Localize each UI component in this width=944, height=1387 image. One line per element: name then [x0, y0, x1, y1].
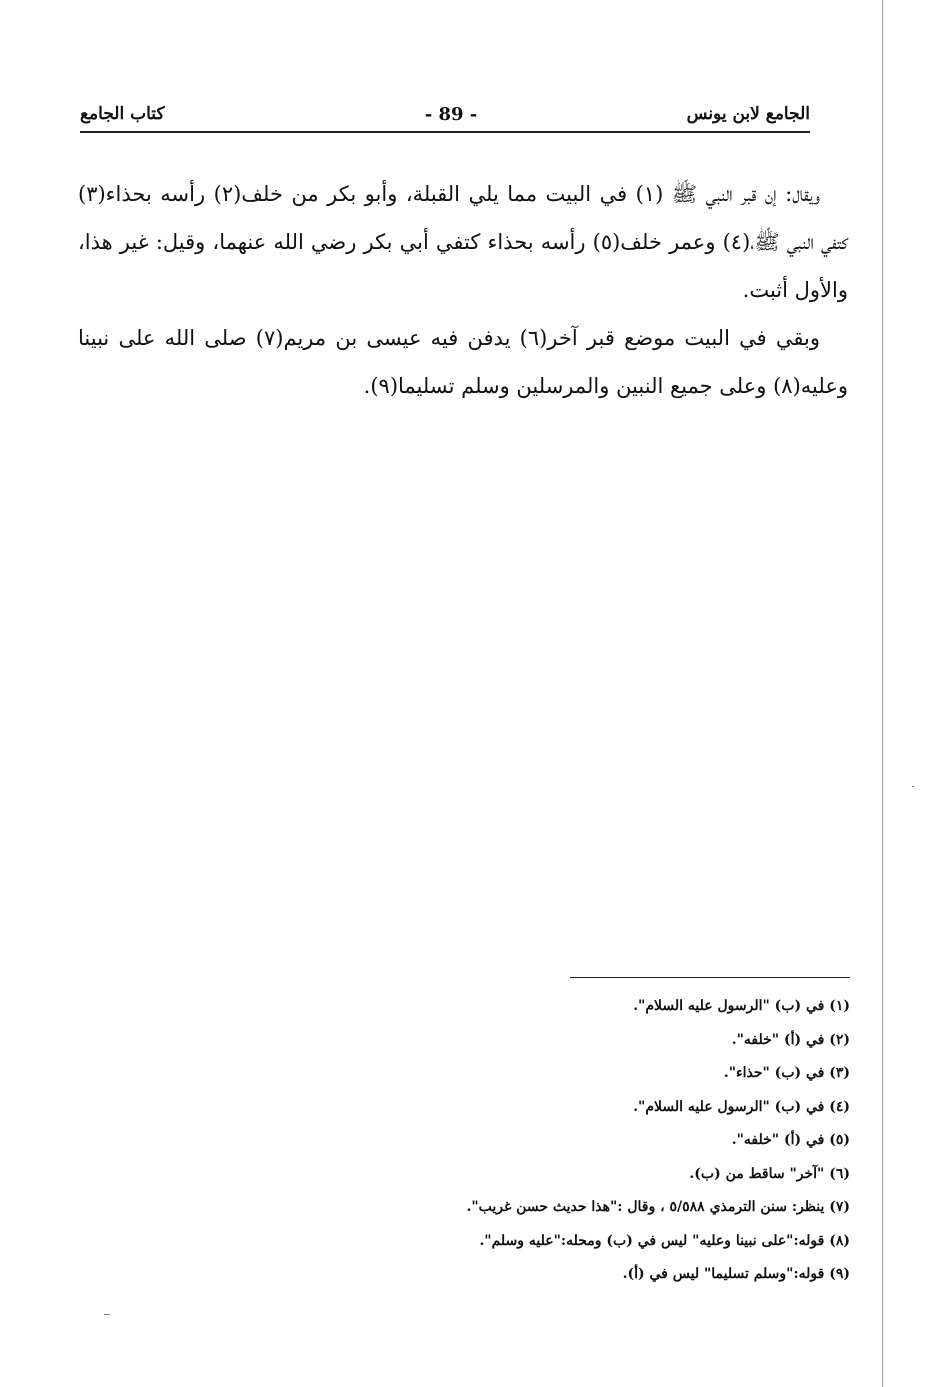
footnote-separator [570, 977, 850, 978]
footnote-item: (١) في (ب) "الرسول عليه السلام". [633, 998, 850, 1014]
running-header [80, 104, 810, 128]
paragraph: وبقي في البيت موضع قبر آخر(٦) يدفن فيه عيسى بن مريم(٧) صلى الله على نبينا وعليه(٨) وعلى جميع النبين والمرسلين وسلم تسليما(٩). [78, 326, 848, 398]
footnote-item: (٧) ينظر: سنن الترمذي ٥/٥٨٨ ، وقال :"هذا حديث حسن غريب". [466, 1199, 850, 1215]
header-chapter-title: كتاب الجامع [80, 104, 165, 124]
footnote-item: (٣) في (ب) "حذاء". [723, 1065, 850, 1081]
header-book-title: الجامع لابن يونس [686, 104, 810, 124]
page-edge-line [882, 0, 883, 1387]
page-number: - 89 - [424, 104, 478, 125]
footnote-item: (٥) في (أ) "خلفه". [731, 1132, 850, 1148]
scan-speck [912, 786, 914, 787]
scan-speck [104, 1314, 110, 1315]
paragraph: ويقال: إن قبر النبي ﷺ (١) في البيت مما يلي القبلة، وأبو بكر من خلف(٢) رأسه بحذاء(٣) كتفي النبي ﷺ،(٤) وعمر خلف(٥) رأسه بحذاء كتفي أبي بكر رضي الله عنهما، وقيل: غير هذا، والأول أثبت. [78, 182, 848, 302]
footnotes [300, 990, 850, 1292]
main-text [78, 170, 848, 410]
footnote-item: (٢) في (أ) "خلفه". [731, 1031, 850, 1048]
footnote-item: (٦) "آخر" ساقط من (ب). [689, 1165, 850, 1182]
footnote-item: (٤) في (ب) "الرسول عليه السلام". [633, 1098, 850, 1115]
footnote-item: (٨) قوله:"على نبينا وعليه" ليس في (ب) ومحله:"عليه وسلم". [479, 1232, 850, 1249]
footnote-item: (٩) قوله:"وسلم تسليما" ليس في (أ). [622, 1266, 850, 1282]
header-rule [80, 131, 810, 133]
